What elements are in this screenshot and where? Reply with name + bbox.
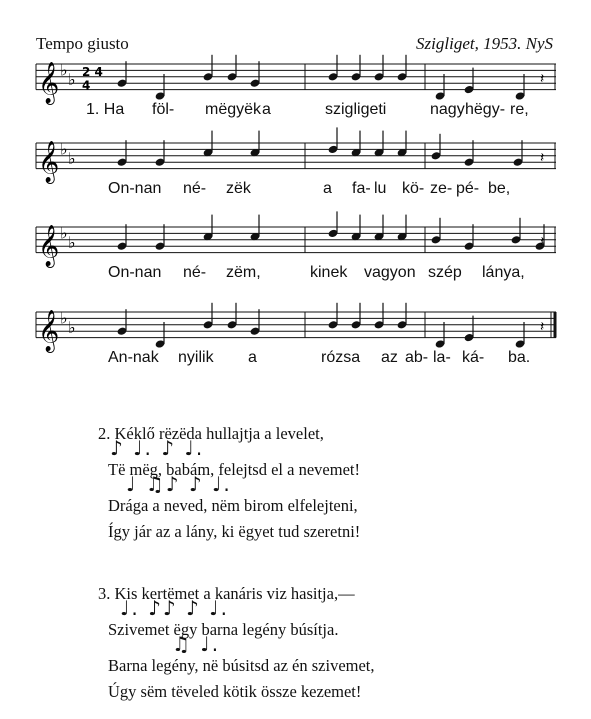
treble-clef-icon: 𝄞 xyxy=(38,225,60,267)
lyric-syllable: pé- xyxy=(456,180,480,197)
lyric-syllable: ká- xyxy=(462,349,485,366)
flat-icon: ♭ xyxy=(68,233,76,253)
verse-line: Így jár az a lány, ki ëgyet tud szeretni! xyxy=(108,522,361,541)
lyric-syllable: re, xyxy=(510,101,529,118)
lyric-syllable: szigligeti xyxy=(325,101,387,118)
rest-icon: 𝄽 xyxy=(540,71,545,88)
treble-clef-icon: 𝄞 xyxy=(38,62,60,104)
flat-icon: ♭ xyxy=(68,149,76,169)
tempo-marking: Tempo giusto xyxy=(36,34,129,53)
time-signature: 2 4 xyxy=(82,65,103,80)
flat-icon: ♭ xyxy=(68,318,76,338)
lyric-syllable: la- xyxy=(433,349,451,366)
lyric-syllable: az xyxy=(381,349,398,366)
flat-icon: ♭ xyxy=(60,223,68,243)
lyric-syllable: be, xyxy=(488,180,511,197)
lyric-syllable: An-nak xyxy=(108,349,159,366)
flat-icon: ♭ xyxy=(60,60,68,80)
verse-line: Barna legény, në búsitsd az én szivemet, xyxy=(108,656,375,675)
rhythm-notation: ♫ ♩. xyxy=(172,632,221,656)
flat-icon: ♭ xyxy=(60,139,68,159)
lyric-syllable: kö- xyxy=(402,180,425,197)
lyric-syllable: kinek xyxy=(310,264,348,281)
rhythm-notation: ♪ ♩. ♪ ♩. xyxy=(110,436,205,460)
flat-icon: ♭ xyxy=(60,308,68,328)
lyric-syllable: nyilik xyxy=(178,349,214,366)
verse-line: Drága a neved, nëm birom elfelejteni, xyxy=(108,496,358,515)
lyric-syllable: On-nan xyxy=(108,180,162,197)
rest-icon: 𝄽 xyxy=(540,150,545,167)
lyric-syllable: ab- xyxy=(405,349,429,366)
lyric-syllable: zëm, xyxy=(226,264,261,281)
lyric-syllable: nagy xyxy=(430,101,465,118)
lyric-syllable: lánya, xyxy=(482,264,525,281)
lyric-syllable: ba. xyxy=(508,349,531,366)
lyric-syllable: né- xyxy=(183,264,207,281)
lyric-syllable: föl- xyxy=(152,101,175,118)
rhythm-notation: ♩ ♫♪ ♪ ♩. xyxy=(126,472,232,496)
lyric-syllable: zëk xyxy=(226,180,251,197)
verse-line: Úgy sëm tëveled kötik össze kezemet! xyxy=(108,682,362,701)
rest-icon: 𝄽 xyxy=(540,234,545,251)
staff-system xyxy=(36,303,556,353)
verse-line: 3. Kis kertëmet a kanáris viz hasitja,— xyxy=(98,584,355,603)
lyric-syllable: né- xyxy=(183,180,207,197)
lyric-syllable: a xyxy=(323,180,332,197)
rest-icon: 𝄽 xyxy=(540,319,545,336)
staff-system xyxy=(36,211,556,267)
flat-icon: ♭ xyxy=(68,70,76,90)
lyric-syllable: a xyxy=(262,101,271,118)
verse-line: Të mëg, babám, felejtsd el a nevemet! xyxy=(108,460,360,479)
lyric-syllable: hëgy- xyxy=(465,101,506,118)
lyric-syllable: rózsa xyxy=(321,349,361,366)
lyric-syllable: On-nan xyxy=(108,264,162,281)
lyric-syllable: szép xyxy=(428,264,462,281)
lyric-syllable: lu xyxy=(374,180,387,197)
verse-line: 2. Kéklő rëzëda hullajtja a levelet, xyxy=(98,424,324,443)
staff-system xyxy=(36,127,556,183)
source-citation: Szigliget, 1953. NyS xyxy=(416,34,553,53)
lyric-syllable: ze- xyxy=(430,180,453,197)
lyric-syllable: mëgyëk xyxy=(205,101,262,118)
lyric-syllable: a xyxy=(248,349,257,366)
time-signature: 4 xyxy=(82,78,91,93)
lyric-syllable: vagyon xyxy=(364,264,416,281)
lyric-syllable: 1. Ha xyxy=(86,101,125,118)
rhythm-notation: ♩. ♪♪ ♪ ♩. xyxy=(120,596,229,620)
verse-line: Szivemet ëgy barna legény búsítja. xyxy=(108,620,339,639)
treble-clef-icon: 𝄞 xyxy=(38,310,60,352)
staff-system xyxy=(36,55,556,105)
lyric-syllable: fa- xyxy=(352,180,371,197)
treble-clef-icon: 𝄞 xyxy=(38,141,60,183)
